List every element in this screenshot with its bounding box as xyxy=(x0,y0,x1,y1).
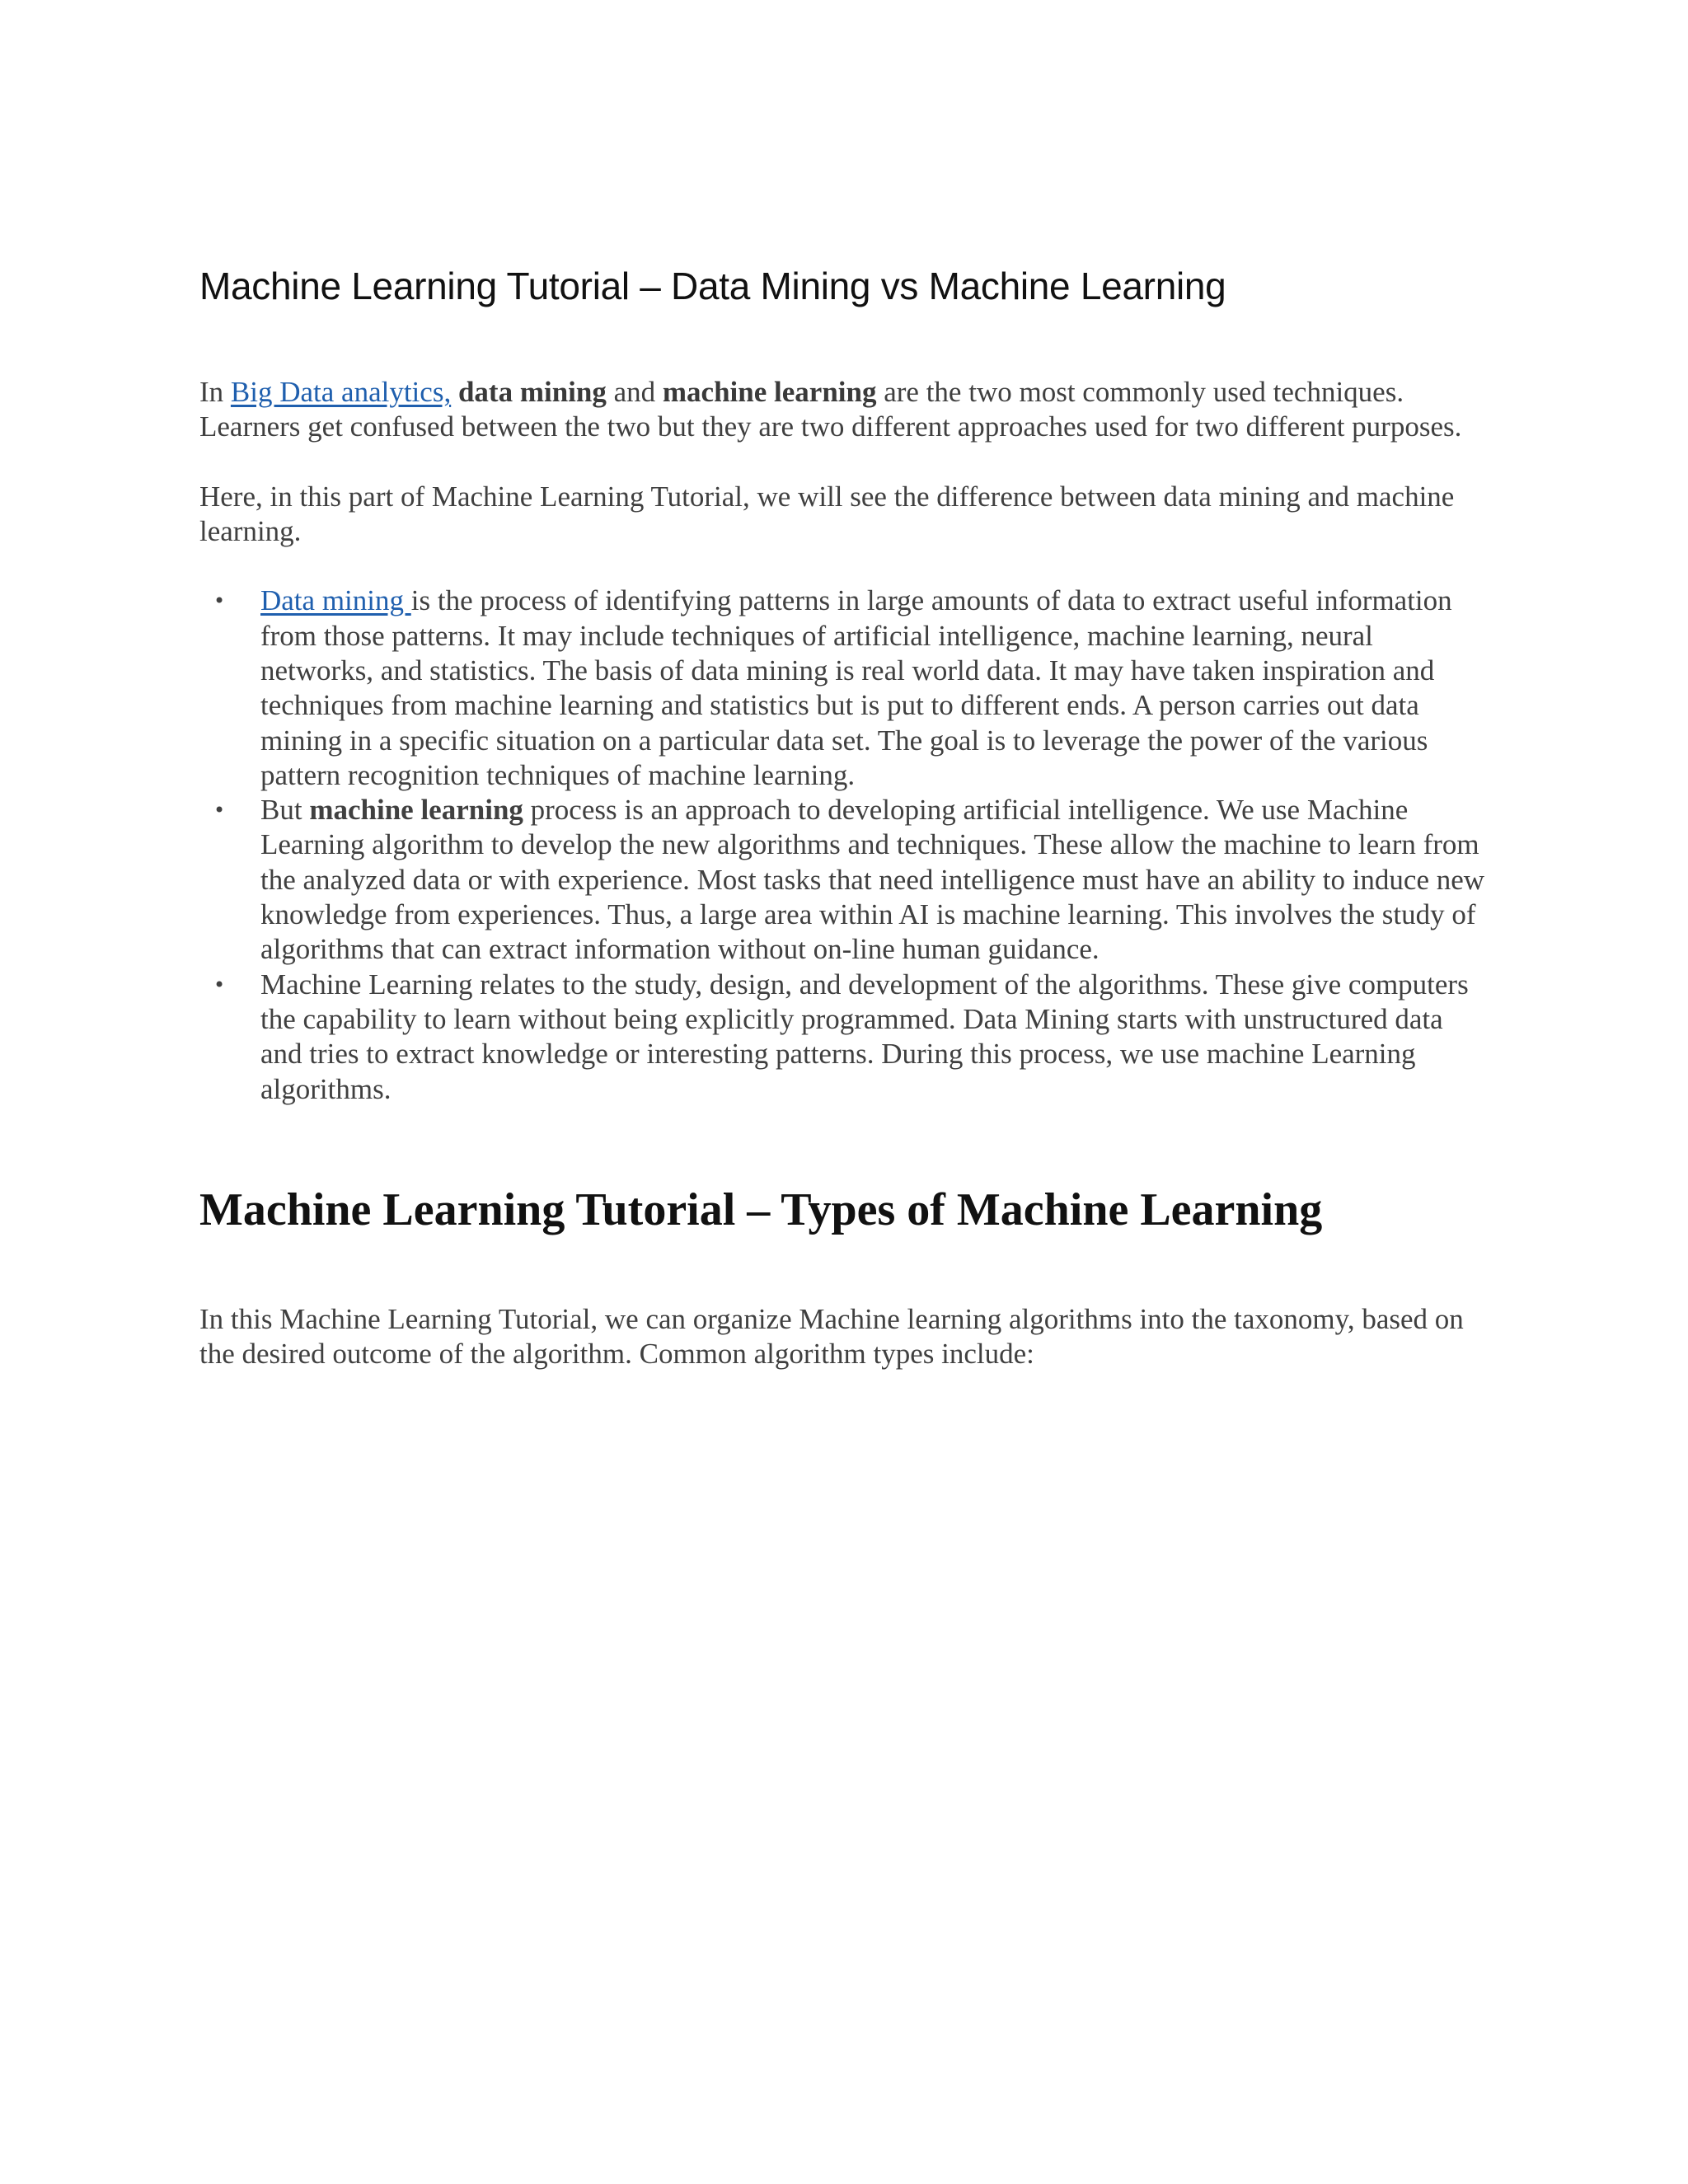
comparison-intro-paragraph: Here, in this part of Machine Learning Tutorial, we will see the difference between data mining and machine learning. xyxy=(199,480,1455,548)
bullet-glyph: • xyxy=(213,799,226,823)
bullet-item-ml-relates xyxy=(199,968,1485,1107)
bullet-glyph: • xyxy=(213,972,226,996)
bold-machine-learning: machine learning xyxy=(662,376,877,409)
intro-prefix: In xyxy=(199,376,231,409)
intro-mid: and xyxy=(606,376,663,409)
bold-machine-learning-bullet: machine learning xyxy=(309,794,523,827)
intro-space xyxy=(451,376,458,408)
big-data-analytics-link[interactable]: Big Data analytics, xyxy=(230,376,452,409)
section-heading-types-of-ml: Machine Learning Tutorial – Types of Machine Learning xyxy=(199,1183,1323,1235)
intro-rest: are the two most commonly used techniques. Learners get confused between the two but they are two different approaches used for two different purposes. xyxy=(199,376,1462,443)
document-content xyxy=(199,264,1485,1372)
bullet-item-machine-learning xyxy=(199,793,1485,967)
section-heading-data-mining-vs-ml: Machine Learning Tutorial – Data Mining vs Machine Learning xyxy=(199,265,1226,307)
bullet-text: is the process of identifying patterns in large amounts of data to extract useful information from those patterns. It may include techniques of artificial intelligence, machine learning, neural networks, and statistics. The basis of data mining is real world data. It may have taken inspiration and techniques from machine learning and statistics but is put to different ends. A person carries out data mining in a specific situation on a particular data set. The goal is to leverage the power of the various pattern recognition techniques of machine learning. xyxy=(260,584,1452,791)
bullet-glyph: • xyxy=(213,589,226,613)
bold-data-mining: data mining xyxy=(457,376,607,409)
types-intro-paragraph: In this Machine Learning Tutorial, we can organize Machine learning algorithms into the taxonomy, based on the desired outcome of the algorithm. Common algorithm types include: xyxy=(199,1303,1464,1371)
bullet-prefix: But xyxy=(260,794,310,827)
bullet-text: Machine Learning relates to the study, design, and development of the algorithms. These give computers the capability to learn without being explicitly programmed. Data Mining starts with unstructured data and tries to extract knowledge or interesting patterns. During this process, we use machine Learning algorithms. xyxy=(260,968,1469,1105)
intro-paragraph xyxy=(199,375,1485,445)
bullet-text: process is an approach to developing artificial intelligence. We use Machine Learning algorithm to develop the new algorithms and techniques. These allow the machine to learn from the analyzed data or with experience. Most tasks that need intelligence must have an ability to induce new knowledge from experiences. Thus, a large area within AI is machine learning. This involves the study of algorithms that can extract information without on-line human guidance. xyxy=(260,794,1485,966)
data-mining-link[interactable]: Data mining xyxy=(260,584,411,617)
comparison-bullet-list xyxy=(199,583,1485,1106)
bullet-item-data-mining xyxy=(199,583,1485,793)
